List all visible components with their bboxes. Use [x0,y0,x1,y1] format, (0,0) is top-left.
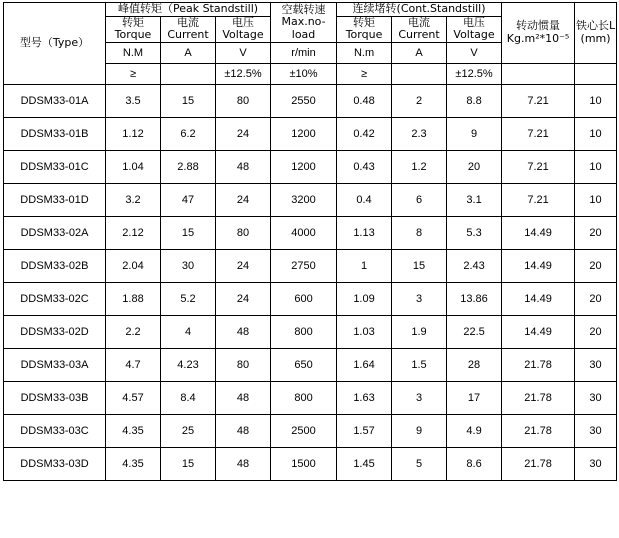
cell-peak-current: 15 [161,84,216,117]
table-row [4,150,617,183]
unit-cont-current: A [392,42,447,63]
tolerance-cont-voltage: ±12.5% [447,63,502,84]
cell-peak-voltage: 24 [216,183,271,216]
cell-inertia: 21.78 [502,414,575,447]
cell-type: DDSM33-01C [4,150,106,183]
cell-peak-torque: 4.35 [106,414,161,447]
table-row [4,84,617,117]
header-inertia-unit: Kg.m²*10⁻⁵ [506,31,570,45]
cell-peak-current: 30 [161,249,216,282]
cell-core-length: 10 [575,117,617,150]
cell-type: DDSM33-02C [4,282,106,315]
cell-peak-current: 47 [161,183,216,216]
header-peak-current-en: Current [167,28,209,42]
cell-type: DDSM33-03B [4,381,106,414]
cell-cont-voltage: 2.43 [447,249,502,282]
cell-core-length: 30 [575,381,617,414]
cell-type: DDSM33-02A [4,216,106,249]
cell-inertia: 7.21 [502,183,575,216]
header-cont-standstill: 连续堵转(Cont.Standstill) [337,3,502,17]
header-cont-voltage [447,16,502,42]
cell-cont-current: 5 [392,447,447,480]
cell-peak-voltage: 24 [216,117,271,150]
header-cont-current-en: Current [398,28,440,42]
cell-cont-current: 2 [392,84,447,117]
header-max-no-load-cn: 空载转速 [281,2,326,16]
cell-cont-current: 6 [392,183,447,216]
cell-peak-torque: 4.7 [106,348,161,381]
header-cont-voltage-en: Voltage [453,28,495,42]
cell-peak-voltage: 48 [216,447,271,480]
cell-cont-voltage: 9 [447,117,502,150]
cell-type: DDSM33-01B [4,117,106,150]
header-peak-voltage-en: Voltage [222,28,264,42]
cell-type: DDSM33-03A [4,348,106,381]
cell-core-length: 30 [575,447,617,480]
table-row [4,282,617,315]
unit-peak-current: A [161,42,216,63]
cell-inertia: 7.21 [502,150,575,183]
tolerance-cont-current [392,63,447,84]
header-peak-torque-en: Torque [114,28,152,42]
cell-cont-current: 8 [392,216,447,249]
cell-cont-torque: 1.03 [337,315,392,348]
unit-no-load-speed: r/min [271,42,337,63]
cell-peak-current: 15 [161,216,216,249]
cell-peak-current: 5.2 [161,282,216,315]
cell-inertia: 14.49 [502,216,575,249]
header-peak-torque [106,16,161,42]
cell-no-load-speed: 4000 [271,216,337,249]
tolerance-inertia [502,63,575,84]
cell-cont-torque: 1.57 [337,414,392,447]
cell-peak-torque: 2.12 [106,216,161,249]
cell-type: DDSM33-01A [4,84,106,117]
tolerance-cont-torque: ≥ [337,63,392,84]
cell-no-load-speed: 3200 [271,183,337,216]
cell-core-length: 10 [575,150,617,183]
cell-peak-voltage: 24 [216,249,271,282]
cell-type: DDSM33-01D [4,183,106,216]
tolerance-peak-voltage: ±12.5% [216,63,271,84]
cell-peak-voltage: 24 [216,282,271,315]
cell-core-length: 10 [575,183,617,216]
header-type: 型号（Type） [4,3,106,85]
cell-no-load-speed: 2550 [271,84,337,117]
cell-no-load-speed: 800 [271,315,337,348]
cell-cont-voltage: 5.3 [447,216,502,249]
cell-peak-voltage: 48 [216,150,271,183]
cell-peak-torque: 1.04 [106,150,161,183]
cell-core-length: 20 [575,282,617,315]
cell-peak-voltage: 80 [216,84,271,117]
cell-no-load-speed: 1200 [271,117,337,150]
cell-core-length: 30 [575,348,617,381]
cell-inertia: 14.49 [502,315,575,348]
cell-peak-torque: 2.04 [106,249,161,282]
cell-no-load-speed: 600 [271,282,337,315]
cell-cont-current: 1.2 [392,150,447,183]
tolerance-peak-torque: ≥ [106,63,161,84]
cell-peak-voltage: 80 [216,216,271,249]
cell-peak-voltage: 48 [216,381,271,414]
cell-peak-torque: 4.35 [106,447,161,480]
cell-inertia: 21.78 [502,381,575,414]
cell-peak-torque: 2.2 [106,315,161,348]
cell-inertia: 21.78 [502,348,575,381]
unit-peak-torque: N.M [106,42,161,63]
cell-type: DDSM33-02B [4,249,106,282]
cell-core-length: 20 [575,249,617,282]
cell-inertia: 7.21 [502,84,575,117]
cell-peak-current: 25 [161,414,216,447]
unit-cont-torque: N.m [337,42,392,63]
header-core-length-cn: 铁心长L [575,19,616,33]
header-peak-voltage-cn: 电压 [232,15,255,29]
cell-peak-current: 8.4 [161,381,216,414]
tolerance-core-length [575,63,617,84]
table-row [4,315,617,348]
table-row [4,414,617,447]
cell-no-load-speed: 2500 [271,414,337,447]
cell-cont-voltage: 13.86 [447,282,502,315]
header-peak-current [161,16,216,42]
cell-peak-torque: 1.88 [106,282,161,315]
cell-inertia: 21.78 [502,447,575,480]
cell-inertia: 14.49 [502,282,575,315]
cell-cont-current: 2.3 [392,117,447,150]
cell-cont-current: 15 [392,249,447,282]
cell-cont-current: 1.9 [392,315,447,348]
header-inertia [502,3,575,64]
header-peak-voltage [216,16,271,42]
spec-sheet [0,2,619,538]
cell-cont-torque: 1.09 [337,282,392,315]
cell-cont-voltage: 28 [447,348,502,381]
cell-peak-voltage: 80 [216,348,271,381]
cell-type: DDSM33-03D [4,447,106,480]
header-cont-torque-en: Torque [345,28,383,42]
header-peak-torque-cn: 转矩 [122,15,144,29]
cell-cont-current: 3 [392,381,447,414]
cell-cont-torque: 1.63 [337,381,392,414]
table-row [4,183,617,216]
cell-core-length: 20 [575,315,617,348]
table-row [4,117,617,150]
cell-cont-torque: 0.43 [337,150,392,183]
tolerance-no-load-speed: ±10% [271,63,337,84]
cell-type: DDSM33-03C [4,414,106,447]
cell-cont-voltage: 17 [447,381,502,414]
tolerance-peak-current [161,63,216,84]
header-cont-voltage-cn: 电压 [463,15,486,29]
cell-inertia: 14.49 [502,249,575,282]
header-core-length-unit: (mm) [580,31,611,45]
cell-cont-current: 1.5 [392,348,447,381]
cell-peak-torque: 3.5 [106,84,161,117]
cell-inertia: 7.21 [502,117,575,150]
cell-peak-voltage: 48 [216,315,271,348]
cell-cont-torque: 1.13 [337,216,392,249]
header-inertia-cn: 转动惯量 [516,19,561,33]
cell-no-load-speed: 2750 [271,249,337,282]
cell-type: DDSM33-02D [4,315,106,348]
table-row [4,447,617,480]
cell-peak-torque: 4.57 [106,381,161,414]
cell-cont-torque: 0.48 [337,84,392,117]
header-max-no-load [271,3,337,43]
header-cont-torque-cn: 转矩 [353,15,376,29]
header-cont-torque [337,16,392,42]
cell-cont-voltage: 3.1 [447,183,502,216]
header-cont-current [392,16,447,42]
cell-cont-current: 3 [392,282,447,315]
header-row-groups [4,3,617,17]
table-row [4,348,617,381]
cell-core-length: 20 [575,216,617,249]
cell-no-load-speed: 800 [271,381,337,414]
cell-cont-torque: 1.45 [337,447,392,480]
unit-peak-voltage: V [216,42,271,63]
unit-cont-voltage: V [447,42,502,63]
table-row [4,249,617,282]
header-max-no-load-en: Max.no-load [281,15,326,41]
cell-no-load-speed: 650 [271,348,337,381]
cell-peak-voltage: 48 [216,414,271,447]
cell-peak-current: 4 [161,315,216,348]
cell-peak-current: 15 [161,447,216,480]
cell-core-length: 30 [575,414,617,447]
cell-cont-torque: 1 [337,249,392,282]
motor-spec-table [3,2,617,481]
cell-cont-current: 9 [392,414,447,447]
cell-no-load-speed: 1500 [271,447,337,480]
cell-no-load-speed: 1200 [271,150,337,183]
table-row [4,381,617,414]
cell-cont-voltage: 8.6 [447,447,502,480]
cell-peak-current: 6.2 [161,117,216,150]
cell-cont-voltage: 4.9 [447,414,502,447]
cell-peak-current: 2.88 [161,150,216,183]
cell-cont-voltage: 20 [447,150,502,183]
table-row [4,216,617,249]
cell-peak-torque: 3.2 [106,183,161,216]
header-peak-current-cn: 电流 [177,15,199,29]
header-peak-standstill: 峰值转矩（Peak Standstill) [106,3,271,17]
cell-cont-voltage: 22.5 [447,315,502,348]
cell-core-length: 10 [575,84,617,117]
cell-cont-voltage: 8.8 [447,84,502,117]
cell-cont-torque: 0.42 [337,117,392,150]
header-cont-current-cn: 电流 [408,15,431,29]
cell-cont-torque: 1.64 [337,348,392,381]
cell-peak-torque: 1.12 [106,117,161,150]
header-core-length [575,3,617,64]
cell-cont-torque: 0.4 [337,183,392,216]
cell-peak-current: 4.23 [161,348,216,381]
